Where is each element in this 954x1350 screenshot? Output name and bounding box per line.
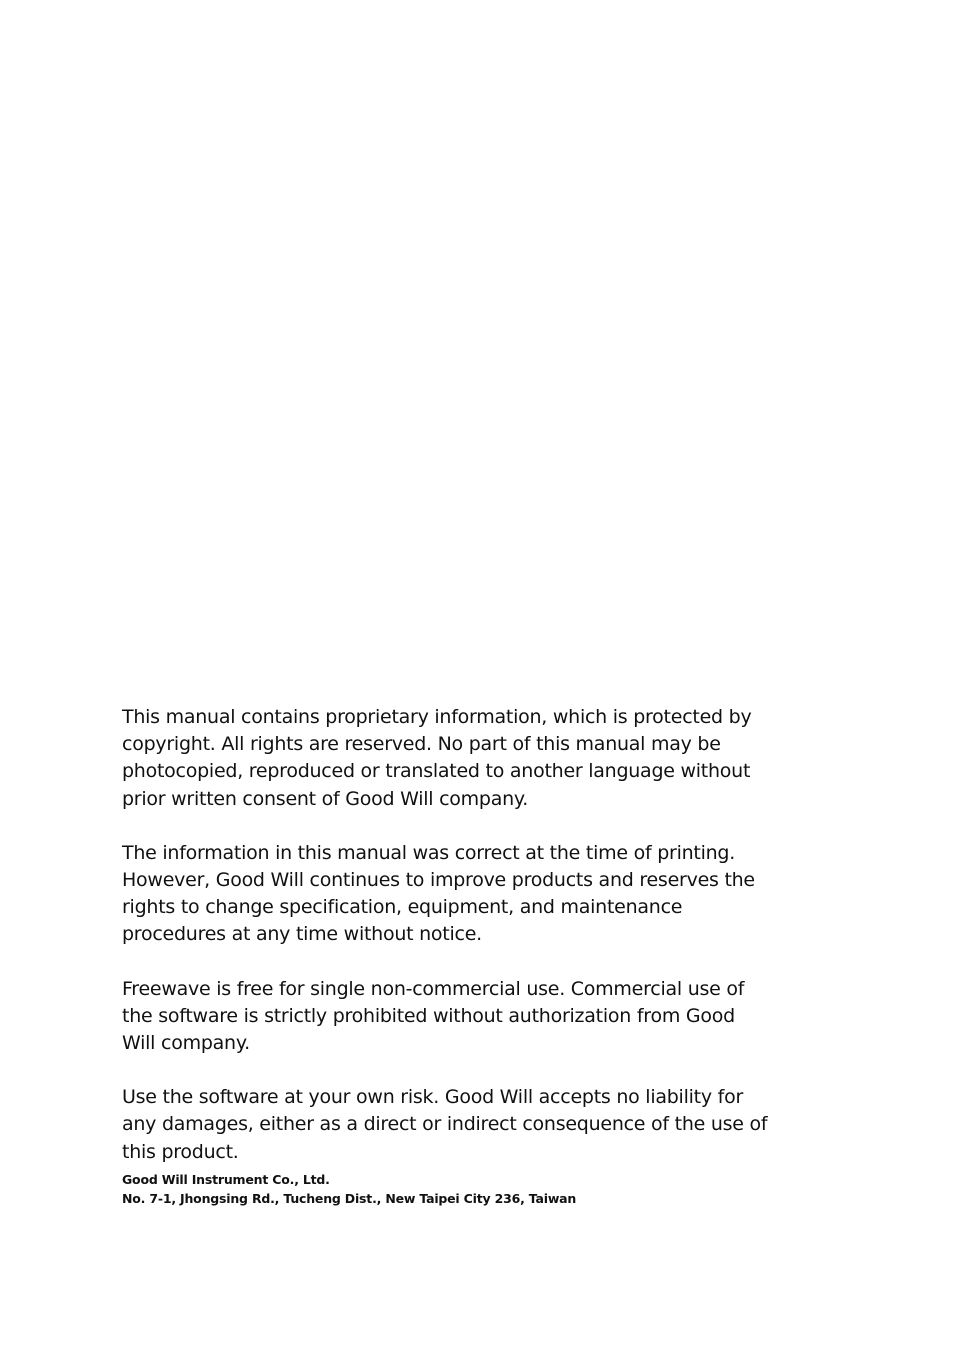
company-address: No. 7-1, Jhongsing Rd., Tucheng Dist., New Taipei City 236, Taiwan bbox=[122, 1190, 577, 1206]
proprietary-paragraph: This manual contains proprietary information, which is protected by copyright. All rights are reserved. No part of this manual may be photocopied, reproduced or translated to another language without prior written consent of Good Will company. bbox=[122, 706, 752, 810]
change-notice-paragraph: The information in this manual was correct at the time of printing. However, Good Will continues to improve products and reserves the rights to change specification, equipment, and maintenance procedures at any time without notice. bbox=[122, 841, 755, 946]
company-info bbox=[122, 1170, 802, 1208]
company-name: Good Will Instrument Co., Ltd. bbox=[122, 1171, 330, 1187]
copyright-notice bbox=[122, 704, 802, 1208]
freeware-paragraph: Freewave is free for single non-commercial use. Commercial use of the software is strictly prohibited without authorization from Good Will company. bbox=[122, 977, 745, 1055]
liability-paragraph: Use the software at your own risk. Good Will accepts no liability for any damages, either as a direct or indirect consequence of the use of this product. bbox=[122, 1086, 768, 1163]
